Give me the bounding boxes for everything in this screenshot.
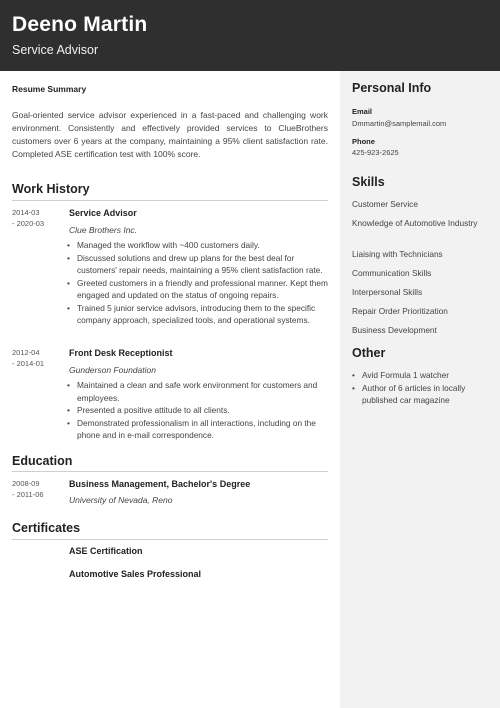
other-list [352, 369, 492, 407]
summary-text: Goal-oriented service advisor experienced in a fast-paced and challenging work environment. Consistently and effectively provided services to ClueBrothers customers over 6 years at the company, maintaining a 95% client satisfaction rate. Completed ASE certification test with 100% score. [12, 110, 328, 159]
job-bullet: • Managed the workflow with ~400 customers daily. [67, 239, 329, 252]
skill-item: Interpersonal Skills [352, 287, 423, 297]
job-bullet: • Maintained a clean and safe work environment for customers and employees. [67, 379, 329, 404]
candidate-role: Service Advisor [12, 43, 99, 57]
section-divider [12, 471, 328, 472]
section-divider [12, 200, 328, 201]
phone-label: Phone [352, 137, 375, 146]
education-degree: Business Management, Bachelor's Degree [69, 479, 251, 489]
job-employer: Clue Brothers Inc. [69, 225, 138, 235]
job-bullet: • Discussed solutions and drew up plans for the best deal for customers' repair needs, maintaining a 95% client satisfaction rate. [67, 252, 329, 277]
resume-header [0, 0, 500, 71]
education-date-end: - 2011-06 [12, 490, 44, 499]
skill-item: Repair Order Prioritization [352, 306, 448, 316]
education-school: University of Nevada, Reno [69, 495, 173, 505]
sidebar [340, 71, 500, 708]
job-bullets [67, 239, 329, 327]
email-value: Dmmartin@samplemail.com [352, 119, 447, 128]
personal-info-title: Personal Info [352, 81, 432, 95]
skill-item: Communication Skills [352, 268, 432, 278]
summary-title: Resume Summary [12, 84, 87, 94]
job-title: Front Desk Receptionist [69, 348, 173, 358]
skill-item: Customer Service [352, 199, 418, 209]
candidate-name: Deeno Martin [12, 13, 148, 36]
skill-item: Liaising with Technicians [352, 249, 443, 259]
job-bullet: • Trained 5 junior service advisors, introducing them to the specific company approach, specialized tools, and operational systems. [67, 302, 329, 327]
job-title: Service Advisor [69, 208, 137, 218]
job-date-end: - 2014-01 [12, 359, 45, 368]
job-bullet: • Demonstrated professionalism in all interactions, including on the phone and in e-mail correspondence. [67, 417, 329, 442]
section-divider [12, 539, 328, 540]
other-item: • Author of 6 articles in locally published car magazine [352, 382, 492, 407]
job-bullet: • Presented a positive attitude to all clients. [67, 404, 329, 417]
skills-title: Skills [352, 175, 385, 189]
job-date-start: 2014-03 [12, 208, 40, 217]
job-bullet: • Greeted customers in a friendly and professional manner. Kept them engaged and updated on the status of ongoing repairs. [67, 277, 329, 302]
other-title: Other [352, 346, 386, 360]
email-label: Email [352, 107, 373, 116]
job-bullets [67, 379, 329, 442]
certificates-title: Certificates [12, 521, 81, 535]
skill-item: Business Development [352, 325, 437, 335]
job-date-end: - 2020-03 [12, 219, 45, 228]
other-item: • Avid Formula 1 watcher [352, 369, 492, 382]
certificate-item: Automotive Sales Professional [69, 569, 202, 579]
job-date-start: 2012-04 [12, 348, 40, 357]
phone-value: 425-923-2625 [352, 148, 399, 157]
skill-item: Knowledge of Automotive Industry [352, 218, 478, 228]
job-employer: Gunderson Foundation [69, 365, 156, 375]
certificate-item: ASE Certification [69, 546, 143, 556]
education-date-start: 2008-09 [12, 479, 40, 488]
work-history-title: Work History [12, 182, 90, 196]
education-title: Education [12, 454, 73, 468]
